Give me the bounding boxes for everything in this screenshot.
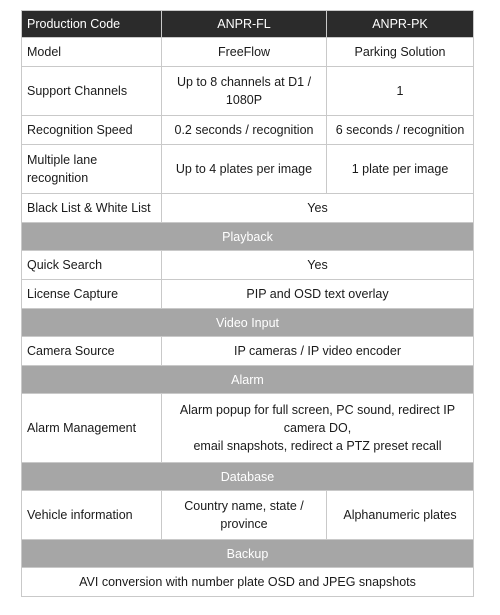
row-label-vehicle: Vehicle information (22, 491, 162, 540)
table-row (22, 38, 474, 67)
cell-avi: AVI conversion with number plate OSD and JPEG snapshots (22, 568, 474, 597)
row-label-quicksearch: Quick Search (22, 251, 162, 280)
cell-camera: IP cameras / IP video encoder (162, 337, 474, 366)
cell-vehicle-fl: Country name, state / province (162, 491, 327, 540)
cell-model-pk: Parking Solution (327, 38, 474, 67)
section-label-database: Database (22, 463, 474, 491)
table-row (22, 194, 474, 223)
table-row (22, 251, 474, 280)
row-label-channels: Support Channels (22, 67, 162, 116)
row-label-multilane: Multiple lane recognition (22, 145, 162, 194)
section-header-database (22, 463, 474, 491)
cell-speed-pk: 6 seconds / recognition (327, 116, 474, 145)
section-header-alarm (22, 366, 474, 394)
cell-alarm-line2: email snapshots, redirect a PTZ preset recall (193, 439, 442, 453)
header-production-code: Production Code (22, 11, 162, 38)
section-label-alarm: Alarm (22, 366, 474, 394)
spec-table-container (21, 10, 473, 597)
header-anpr-pk: ANPR-PK (327, 11, 474, 38)
spec-table (21, 10, 474, 597)
row-label-camera: Camera Source (22, 337, 162, 366)
cell-vehicle-pk: Alphanumeric plates (327, 491, 474, 540)
section-label-video-input: Video Input (22, 309, 474, 337)
table-row (22, 394, 474, 463)
table-row (22, 491, 474, 540)
row-label-blacklist: Black List & White List (22, 194, 162, 223)
table-row (22, 568, 474, 597)
cell-model-fl: FreeFlow (162, 38, 327, 67)
cell-multilane-fl: Up to 4 plates per image (162, 145, 327, 194)
cell-license: PIP and OSD text overlay (162, 280, 474, 309)
header-anpr-fl: ANPR-FL (162, 11, 327, 38)
cell-multilane-pk: 1 plate per image (327, 145, 474, 194)
section-header-backup (22, 540, 474, 568)
section-label-playback: Playback (22, 223, 474, 251)
cell-alarm (162, 394, 474, 463)
row-label-alarm: Alarm Management (22, 394, 162, 463)
cell-alarm-line1: Alarm popup for full screen, PC sound, redirect IP camera DO, (179, 403, 456, 435)
cell-channels-pk: 1 (327, 67, 474, 116)
header-row (22, 11, 474, 38)
cell-speed-fl: 0.2 seconds / recognition (162, 116, 327, 145)
section-header-playback (22, 223, 474, 251)
row-label-speed: Recognition Speed (22, 116, 162, 145)
section-label-backup: Backup (22, 540, 474, 568)
cell-quicksearch: Yes (162, 251, 474, 280)
table-row (22, 337, 474, 366)
table-row (22, 280, 474, 309)
row-label-license: License Capture (22, 280, 162, 309)
cell-channels-fl: Up to 8 channels at D1 / 1080P (162, 67, 327, 116)
cell-blacklist: Yes (162, 194, 474, 223)
table-row (22, 67, 474, 116)
section-header-video-input (22, 309, 474, 337)
table-row (22, 145, 474, 194)
row-label-model: Model (22, 38, 162, 67)
table-row (22, 116, 474, 145)
